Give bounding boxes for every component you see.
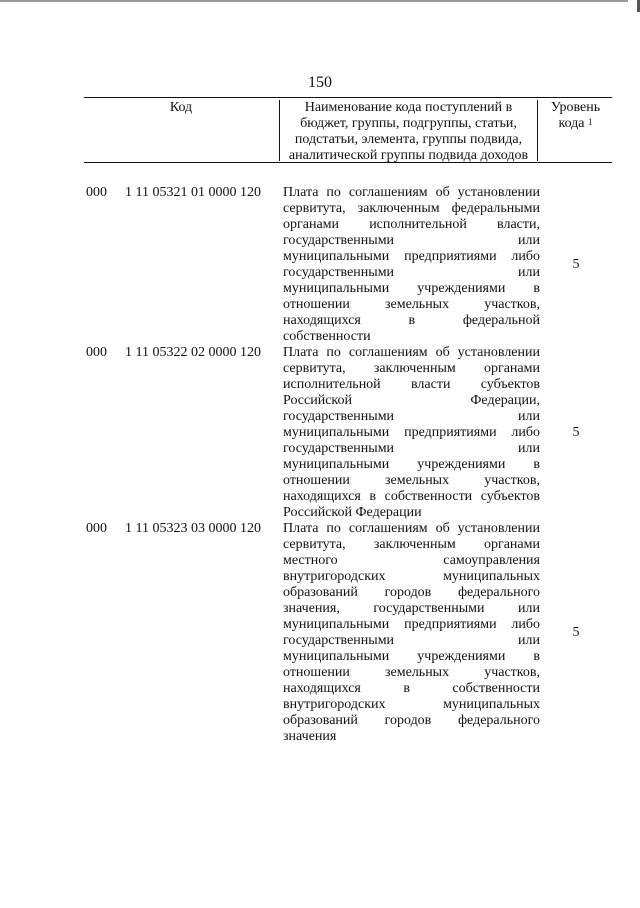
row-level: 5	[572, 257, 580, 272]
row-name-line: Плата по соглашениям об установлении	[283, 185, 540, 200]
row-name-line: государственными или	[283, 233, 540, 248]
page-number: 150	[308, 74, 332, 91]
row-name-line: муниципальными предприятиями либо	[283, 249, 540, 264]
header-name-line: Наименование кода поступлений в	[304, 100, 513, 115]
row-name-line: органами исполнительной власти,	[283, 217, 540, 232]
row-name-line: сервитута, заключенным федеральными	[283, 201, 540, 216]
table-header	[84, 97, 612, 163]
row-name-line: государственными или	[283, 409, 540, 424]
row-name-line: местного самоуправления	[283, 553, 540, 568]
scan-edge-top	[0, 0, 628, 2]
row-name-line: отношении земельных участков,	[283, 297, 540, 312]
row-name-line: образований городов федерального	[283, 713, 540, 728]
header-name-line: аналитической группы подвида доходов	[288, 148, 529, 163]
row-name-line: значения	[283, 729, 337, 744]
row-name	[283, 521, 540, 745]
row-prefix: 000	[86, 521, 107, 536]
row-name-line: находящихся в собственности субъектов	[283, 489, 540, 504]
row-code: 1 11 05323 03 0000 120	[125, 521, 261, 536]
row-name-line: находящихся в федеральной	[283, 313, 540, 328]
row-level: 5	[572, 625, 580, 640]
row-name-line: отношении земельных участков,	[283, 665, 540, 680]
row-name-line: муниципальными учреждениями в	[283, 457, 540, 472]
row-name-line: государственными или	[283, 633, 540, 648]
row-name-line: образований городов федерального	[283, 585, 540, 600]
row-code: 1 11 05322 02 0000 120	[125, 345, 261, 360]
row-name-line: Плата по соглашениям об установлении	[283, 345, 540, 360]
row-name-line: собственности	[283, 329, 371, 344]
header-level-line	[539, 116, 612, 132]
row-level: 5	[572, 425, 580, 440]
header-level-word: кода	[558, 116, 585, 131]
table-row	[84, 345, 612, 521]
row-name-line: исполнительной власти субъектов	[283, 377, 540, 392]
row-prefix: 000	[86, 185, 107, 200]
header-name-line: подстатьи, элемента, группы подвида,	[294, 132, 523, 147]
row-name	[283, 185, 540, 345]
footnote-marker: 1	[588, 117, 593, 127]
row-name-line: Российской Федерации,	[283, 393, 540, 408]
header-name	[279, 100, 538, 161]
header-code: Код	[169, 100, 193, 115]
row-name-line: государственными или	[283, 441, 540, 456]
row-name-line: сервитута, заключенным органами	[283, 537, 540, 552]
row-name-line: значения, государственными или	[283, 601, 540, 616]
row-code: 1 11 05321 01 0000 120	[125, 185, 261, 200]
table-body	[84, 185, 612, 745]
row-prefix: 000	[86, 345, 107, 360]
row-name-line: Российской Федерации	[283, 505, 422, 520]
header-level	[539, 100, 612, 132]
row-name-line: государственными или	[283, 265, 540, 280]
row-name-line: муниципальными учреждениями в	[283, 649, 540, 664]
row-name-line: внутригородских муниципальных	[283, 697, 540, 712]
row-name	[283, 345, 540, 521]
header-name-line: бюджет, группы, подгруппы, статьи,	[300, 116, 517, 131]
row-name-line: сервитута, заключенным органами	[283, 361, 540, 376]
row-name-line: внутригородских муниципальных	[283, 569, 540, 584]
row-name-line: отношении земельных участков,	[283, 473, 540, 488]
table-row	[84, 185, 612, 345]
row-name-line: муниципальными предприятиями либо	[283, 425, 540, 440]
row-name-line: муниципальными предприятиями либо	[283, 617, 540, 632]
row-name-line: Плата по соглашениям об установлении	[283, 521, 540, 536]
row-name-line: находящихся в собственности	[283, 681, 540, 696]
table-row	[84, 521, 612, 745]
header-level-line: Уровень	[550, 100, 601, 115]
row-name-line: муниципальными учреждениями в	[283, 281, 540, 296]
